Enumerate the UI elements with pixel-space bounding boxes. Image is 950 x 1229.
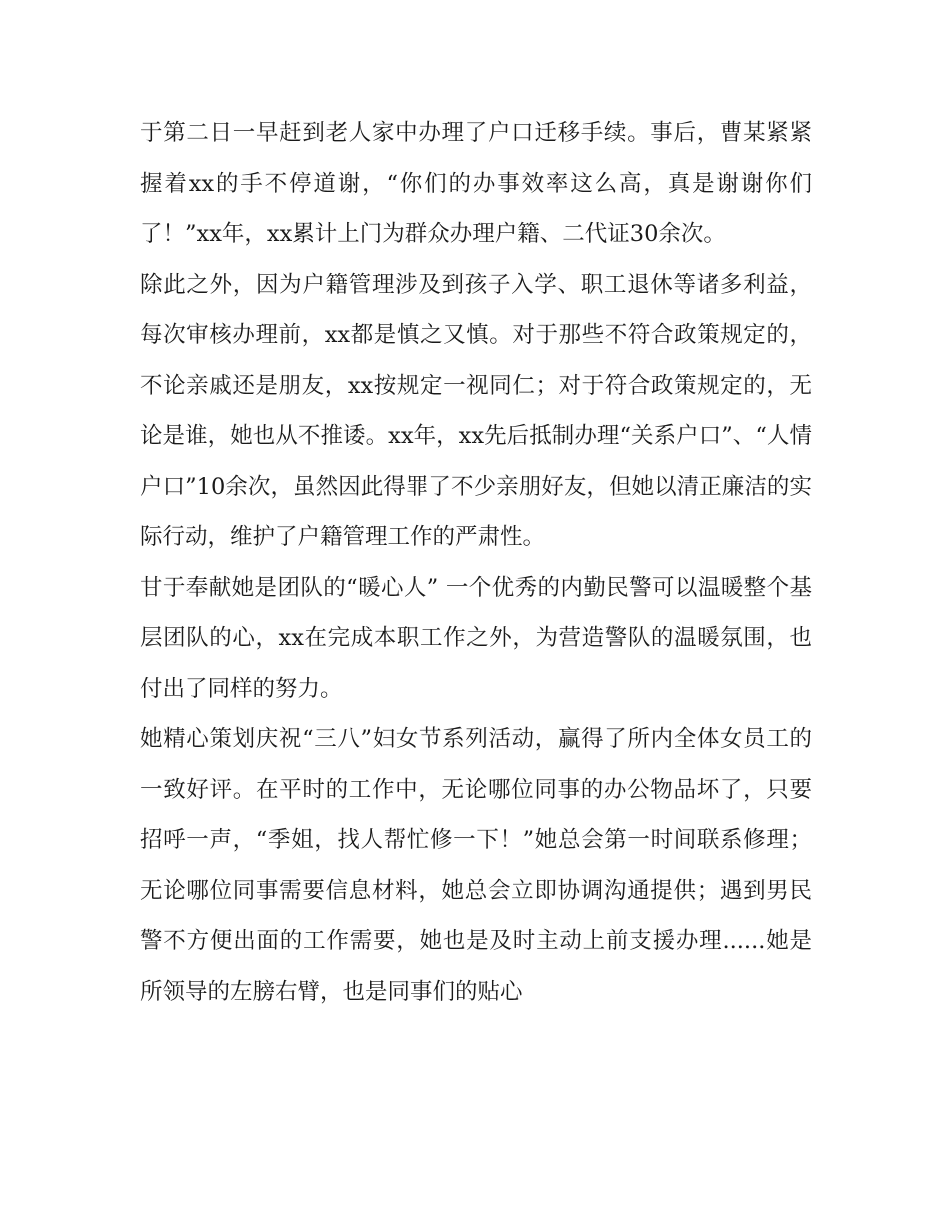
paragraph-household-transfer: 于第二日一早赶到老人家中办理了户口迁移手续。事后，曹某紧紧握着xx的手不停道谢，“你们的办事效率这么高，真是谢谢你们了！”xx年，xx累计上门为群众办理户籍、二代证30余次。 <box>140 120 812 247</box>
paragraph-colleague-support: 她精心策划庆祝“三八”妇女节系列活动，赢得了所内全体女员工的一致好评。在平时的工作中，无论哪位同事的办公物品坏了，只要招呼一声，“季姐，找人帮忙修一下！”她总会第一时间联系修理；无论哪位同事需要信息材料，她总会立即协调沟通提供；遇到男民警不方便出面的工作需要，她也是及时主动上前支援办理......她是所领导的左膀右臂，也是同事们的贴心 <box>140 726 812 1005</box>
paragraph-dedication: 甘于奉献她是团队的“暖心人” 一个优秀的内勤民警可以温暖整个基层团队的心，xx在完成本职工作之外，为营造警队的温暖氛围，也付出了同样的努力。 <box>140 574 812 702</box>
paragraph-integrity: 除此之外，因为户籍管理涉及到孩子入学、职工退休等诸多利益，每次审核办理前，xx都是慎之又慎。对于那些不符合政策规定的，不论亲戚还是朋友，xx按规定一视同仁；对于符合政策规定的，无论是谁，她也从不推诿。xx年，xx先后抵制办理“关系户口”、“人情户口”10余次，虽然因此得罪了不少亲朋好友，但她以清正廉洁的实际行动，维护了户籍管理工作的严肃性。 <box>140 271 812 550</box>
document-body <box>140 108 812 1017</box>
